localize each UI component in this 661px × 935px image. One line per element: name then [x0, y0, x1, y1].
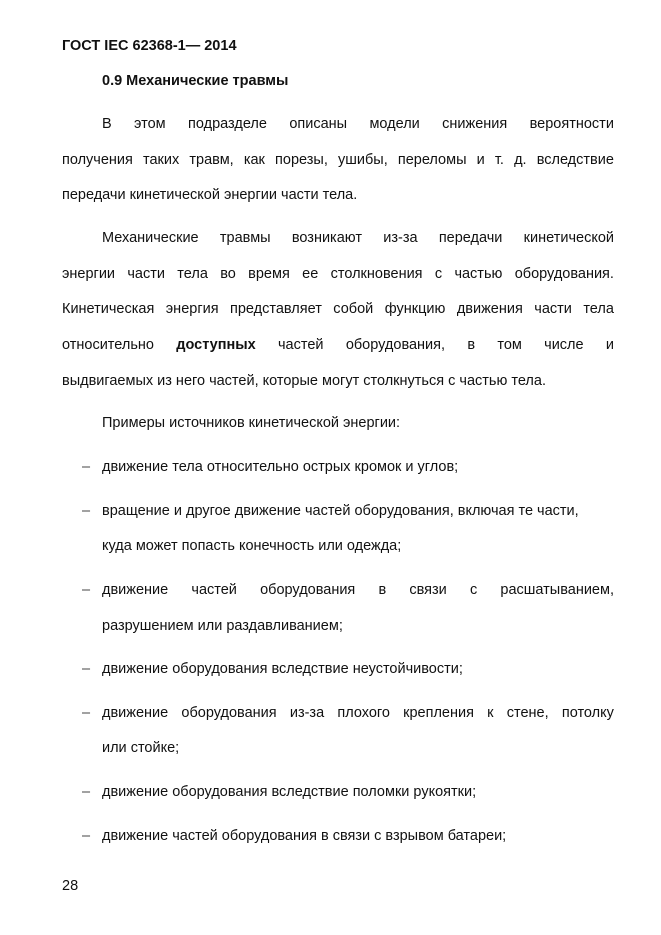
page-number: 28: [62, 878, 79, 894]
word: частей: [278, 337, 324, 353]
paragraph-2-line-2: [62, 266, 614, 282]
list-item-2-line-1: вращение и другое движение частей оборудования, включая те части,: [102, 503, 579, 519]
word: описаны: [289, 116, 348, 132]
word: из-за: [383, 230, 418, 246]
word: функцию: [384, 301, 446, 317]
word: травмы: [219, 230, 271, 246]
examples-intro: Примеры источников кинетической энергии:: [102, 415, 401, 431]
list-item-1: движение тела относительно острых кромок и углов;: [102, 459, 459, 475]
word: вероятности: [529, 116, 614, 132]
word: время: [248, 266, 290, 282]
word: травм,: [189, 152, 234, 168]
word: вследствие: [536, 152, 614, 168]
word: как: [243, 152, 265, 168]
list-item-4: движение оборудования вследствие неустойчивости;: [102, 661, 463, 677]
word: тела: [583, 301, 614, 317]
word: кинетической: [523, 230, 614, 246]
list-item-5-line-2: или стойке;: [102, 740, 180, 756]
word: части: [127, 266, 165, 282]
word: ушибы,: [337, 152, 388, 168]
word: связи: [409, 582, 447, 598]
word: тела: [177, 266, 208, 282]
word: в: [467, 337, 476, 353]
word: стене,: [506, 705, 549, 721]
paragraph-1-line-3: передачи кинетической энергии части тела.: [62, 187, 358, 203]
word: и: [605, 337, 614, 353]
word: Кинетическая: [62, 301, 155, 317]
paragraph-2-line-4: [62, 337, 614, 353]
list-dash: –: [82, 582, 91, 598]
word: подразделе: [188, 116, 267, 132]
paragraph-2-line-5: выдвигаемых из него частей, которые могут столкнуться с частью тела.: [62, 373, 546, 389]
list-item-2-line-2: куда может попасть конечность или одежда;: [102, 538, 402, 554]
word: Механические: [102, 230, 199, 246]
word: этом: [134, 116, 166, 132]
word: с: [434, 266, 443, 282]
word: порезы,: [275, 152, 328, 168]
word: столкновения: [330, 266, 423, 282]
standard-header: ГОСТ IEC 62368-1— 2014: [62, 38, 237, 54]
word: оборудования.: [514, 266, 614, 282]
word: движение: [102, 705, 169, 721]
word: к: [487, 705, 494, 721]
paragraph-2-line-1: [102, 230, 614, 246]
list-dash: –: [82, 459, 91, 475]
word: энергия: [165, 301, 219, 317]
list-dash: –: [82, 705, 91, 721]
list-item-3-line-1: [102, 582, 614, 598]
word: оборудования: [181, 705, 277, 721]
word: оборудования: [260, 582, 356, 598]
section-heading: 0.9 Механические травмы: [102, 73, 289, 89]
list-item-3-line-2: разрушением или раздавливанием;: [102, 618, 343, 634]
word: частью: [454, 266, 503, 282]
word: д.: [514, 152, 527, 168]
word: движение: [102, 582, 169, 598]
word: с: [469, 582, 478, 598]
paragraph-1-line-2: [62, 152, 614, 168]
word: движения: [456, 301, 523, 317]
word: энергии: [62, 266, 116, 282]
word: таких: [143, 152, 180, 168]
word: части: [534, 301, 572, 317]
word: получения: [62, 152, 133, 168]
word: крепления: [403, 705, 474, 721]
word: в: [378, 582, 387, 598]
list-dash: –: [82, 784, 91, 800]
word: том: [497, 337, 522, 353]
word: В: [102, 116, 112, 132]
word: оборудования,: [345, 337, 446, 353]
list-item-7: движение частей оборудования в связи с взрывом батареи;: [102, 828, 507, 844]
list-dash: –: [82, 828, 91, 844]
word: т.: [494, 152, 504, 168]
word: числе: [544, 337, 584, 353]
word: во: [220, 266, 236, 282]
word: переломы: [397, 152, 467, 168]
word: и: [476, 152, 485, 168]
list-dash: –: [82, 661, 91, 677]
word: представляет: [230, 301, 322, 317]
word: возникают: [291, 230, 362, 246]
word: расшатыванием,: [500, 582, 614, 598]
word: передачи: [438, 230, 503, 246]
word: доступных: [176, 337, 256, 353]
word: ее: [302, 266, 319, 282]
paragraph-2-line-3: [62, 301, 614, 317]
list-dash: –: [82, 503, 91, 519]
word: плохого: [337, 705, 390, 721]
word: снижения: [442, 116, 508, 132]
word: из-за: [289, 705, 325, 721]
word: модели: [369, 116, 420, 132]
word: частей: [191, 582, 237, 598]
word: относительно: [62, 337, 154, 353]
word: потолку: [561, 705, 614, 721]
word: собой: [333, 301, 374, 317]
list-item-6: движение оборудования вследствие поломки рукоятки;: [102, 784, 477, 800]
paragraph-1-line-1: [102, 116, 614, 132]
list-item-5-line-1: [102, 705, 614, 721]
